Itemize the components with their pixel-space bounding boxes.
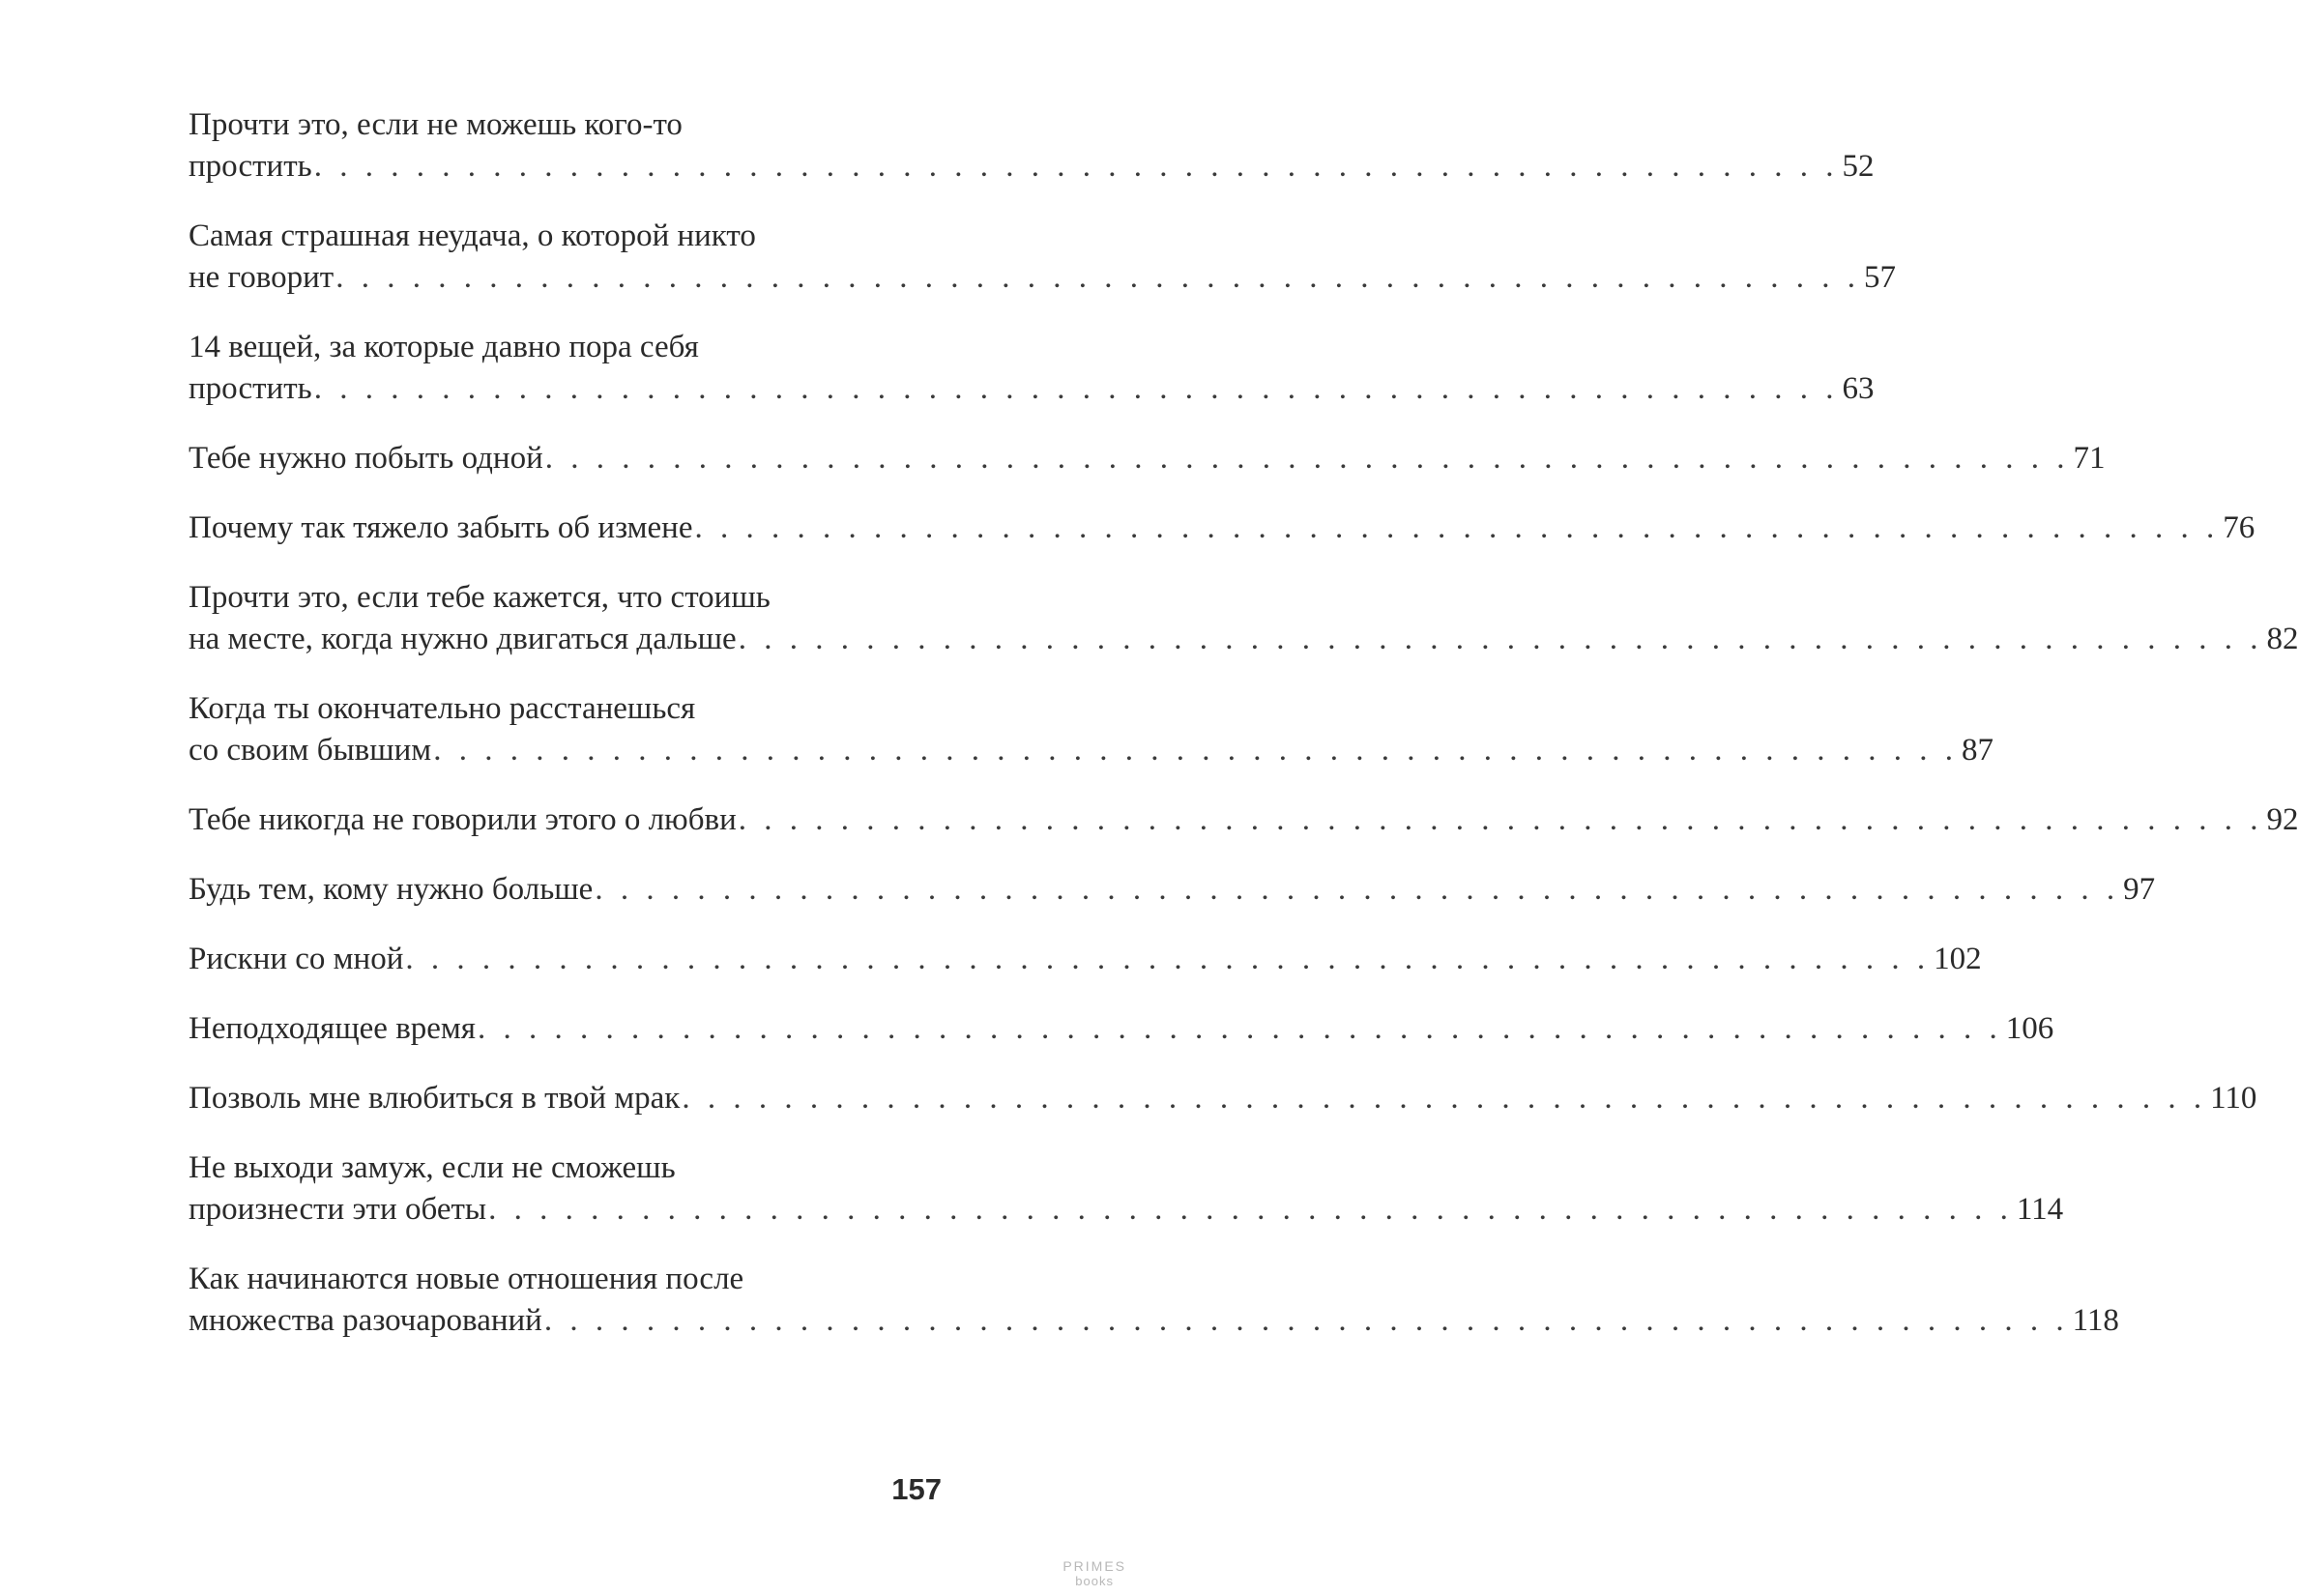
toc-entry-line [189, 1300, 2119, 1342]
page-number: 157 [891, 1472, 942, 1506]
toc-entry-title: Тебе нужно побыть одной [189, 441, 543, 476]
toc-entry-page: 76 [2223, 510, 2255, 545]
dot-leader: . . . . . . . . . . . . . . . . . . . . . . . . . . . . . . . . . . . . . . . . . . . . . . . . . . . . . . . . . . . . [738, 622, 2263, 656]
toc-entry-page: 97 [2123, 872, 2156, 907]
toc-entry-page: 114 [2016, 1192, 2064, 1227]
dot-leader: . . . . . . . . . . . . . . . . . . . . . . . . . . . . . . . . . . . . . . . . . . . . . . . . . . . . . . . . . . . . [694, 510, 2220, 545]
dot-leader: . . . . . . . . . . . . . . . . . . . . . . . . . . . . . . . . . . . . . . . . . . . . . . . . . . . . . . . . . . . . [313, 371, 1839, 406]
toc-entry [189, 104, 1875, 188]
toc-entry-line [189, 1008, 2054, 1050]
toc-entry-line: Прочти это, если не можешь кого-то [189, 107, 683, 142]
toc-entry-page: 110 [2210, 1081, 2257, 1116]
toc-entry-line [189, 438, 2106, 479]
toc-entry-title: со своим бывшим [189, 733, 432, 768]
toc-entry-title: Тебе никогда не говорили этого о любви [189, 802, 737, 837]
toc-entry-title: на месте, когда нужно двигаться дальше [189, 622, 737, 656]
dot-leader: . . . . . . . . . . . . . . . . . . . . . . . . . . . . . . . . . . . . . . . . . . . . . . . . . . . . . . . . . . . . [738, 802, 2263, 837]
toc-entry-title: не говорит [189, 260, 335, 295]
watermark-line-1: PRIMES [1062, 1558, 1126, 1574]
toc-entry-title: Неподходящее время [189, 1011, 476, 1046]
toc-entry [189, 216, 1896, 299]
toc-entry-line [189, 799, 2299, 841]
toc-entry-line [189, 869, 2156, 911]
toc-entry-page: 82 [2266, 622, 2299, 656]
toc-entry [189, 799, 2299, 841]
dot-leader: . . . . . . . . . . . . . . . . . . . . . . . . . . . . . . . . . . . . . . . . . . . . . . . . . . . . . . . . . . . . [405, 942, 1931, 976]
toc-entry-page: 118 [2072, 1303, 2119, 1338]
toc-entry-line [189, 508, 2255, 549]
toc-entry [189, 1078, 2257, 1119]
toc-entry-line: Как начинаются новые отношения после [189, 1262, 744, 1296]
toc-entry [189, 869, 2156, 911]
toc-entry-page: 102 [1934, 942, 1982, 976]
toc-entry-line [189, 146, 1875, 188]
toc-entry-line: Прочти это, если тебе кажется, что стоишь [189, 580, 771, 615]
toc-entry-line: Когда ты окончательно расстанешься [189, 691, 696, 726]
toc-entry [189, 1008, 2054, 1050]
dot-leader: . . . . . . . . . . . . . . . . . . . . . . . . . . . . . . . . . . . . . . . . . . . . . . . . . . . . . . . . . . . . [433, 733, 1958, 768]
toc-entry [189, 327, 1875, 410]
toc-entry-line [189, 257, 1896, 299]
toc-entry-line [189, 730, 1993, 771]
toc-entry-line: Не выходи замуж, если не сможешь [189, 1150, 676, 1185]
toc-entry-page: 71 [2073, 441, 2106, 476]
toc-entry [189, 508, 2255, 549]
toc-entry-title: простить [189, 149, 312, 184]
toc-entry-line [189, 368, 1875, 410]
toc-entry-line: Самая страшная неудача, о которой никто [189, 218, 756, 253]
dot-leader: . . . . . . . . . . . . . . . . . . . . . . . . . . . . . . . . . . . . . . . . . . . . . . . . . . . . . . . . . . . . [313, 149, 1839, 184]
toc-entry [189, 1259, 2119, 1342]
toc-entry-title: Будь тем, кому нужно больше [189, 872, 594, 907]
toc-entry-title: простить [189, 371, 312, 406]
watermark-line-2: books [1075, 1574, 1114, 1588]
dot-leader: . . . . . . . . . . . . . . . . . . . . . . . . . . . . . . . . . . . . . . . . . . . . . . . . . . . . . . . . . . . . [477, 1011, 2002, 1046]
toc-entry [189, 438, 2106, 479]
dot-leader: . . . . . . . . . . . . . . . . . . . . . . . . . . . . . . . . . . . . . . . . . . . . . . . . . . . . . . . . . . . . [595, 872, 2120, 907]
toc-entry [189, 939, 1982, 980]
toc-entry-line: 14 вещей, за которые давно пора себя [189, 330, 699, 364]
toc-entry-page: 87 [1961, 733, 1993, 768]
toc-entry-title: произнести эти обеты [189, 1192, 487, 1227]
table-of-contents [189, 104, 2299, 1370]
primes-books-watermark [1062, 1559, 1126, 1588]
toc-entry-line [189, 939, 1982, 980]
toc-entry-title: множества разочарований [189, 1303, 542, 1338]
toc-entry-page: 57 [1863, 260, 1896, 295]
toc-entry-line [189, 619, 2299, 660]
toc-entry-page: 106 [2005, 1011, 2054, 1046]
toc-entry-title: Рискни со мной [189, 942, 404, 976]
dot-leader: . . . . . . . . . . . . . . . . . . . . . . . . . . . . . . . . . . . . . . . . . . . . . . . . . . . . . . . . . . . . [335, 260, 1860, 295]
dot-leader: . . . . . . . . . . . . . . . . . . . . . . . . . . . . . . . . . . . . . . . . . . . . . . . . . . . . . . . . . . . . [682, 1081, 2207, 1116]
toc-entry-line [189, 1189, 2064, 1231]
toc-entry [189, 577, 2299, 660]
toc-entry [189, 688, 1993, 771]
toc-entry-title: Позволь мне влюбиться в твой мрак [189, 1081, 681, 1116]
toc-entry-page: 52 [1842, 149, 1875, 184]
dot-leader: . . . . . . . . . . . . . . . . . . . . . . . . . . . . . . . . . . . . . . . . . . . . . . . . . . . . . . . . . . . . [488, 1192, 2013, 1227]
toc-entry-line [189, 1078, 2257, 1119]
dot-leader: . . . . . . . . . . . . . . . . . . . . . . . . . . . . . . . . . . . . . . . . . . . . . . . . . . . . . . . . . . . . [543, 1303, 2069, 1338]
dot-leader: . . . . . . . . . . . . . . . . . . . . . . . . . . . . . . . . . . . . . . . . . . . . . . . . . . . . . . . . . . . . [544, 441, 2070, 476]
toc-entry-page: 63 [1842, 371, 1875, 406]
toc-entry-title: Почему так тяжело забыть об измене [189, 510, 693, 545]
toc-entry [189, 1147, 2064, 1231]
toc-entry-page: 92 [2266, 802, 2299, 837]
